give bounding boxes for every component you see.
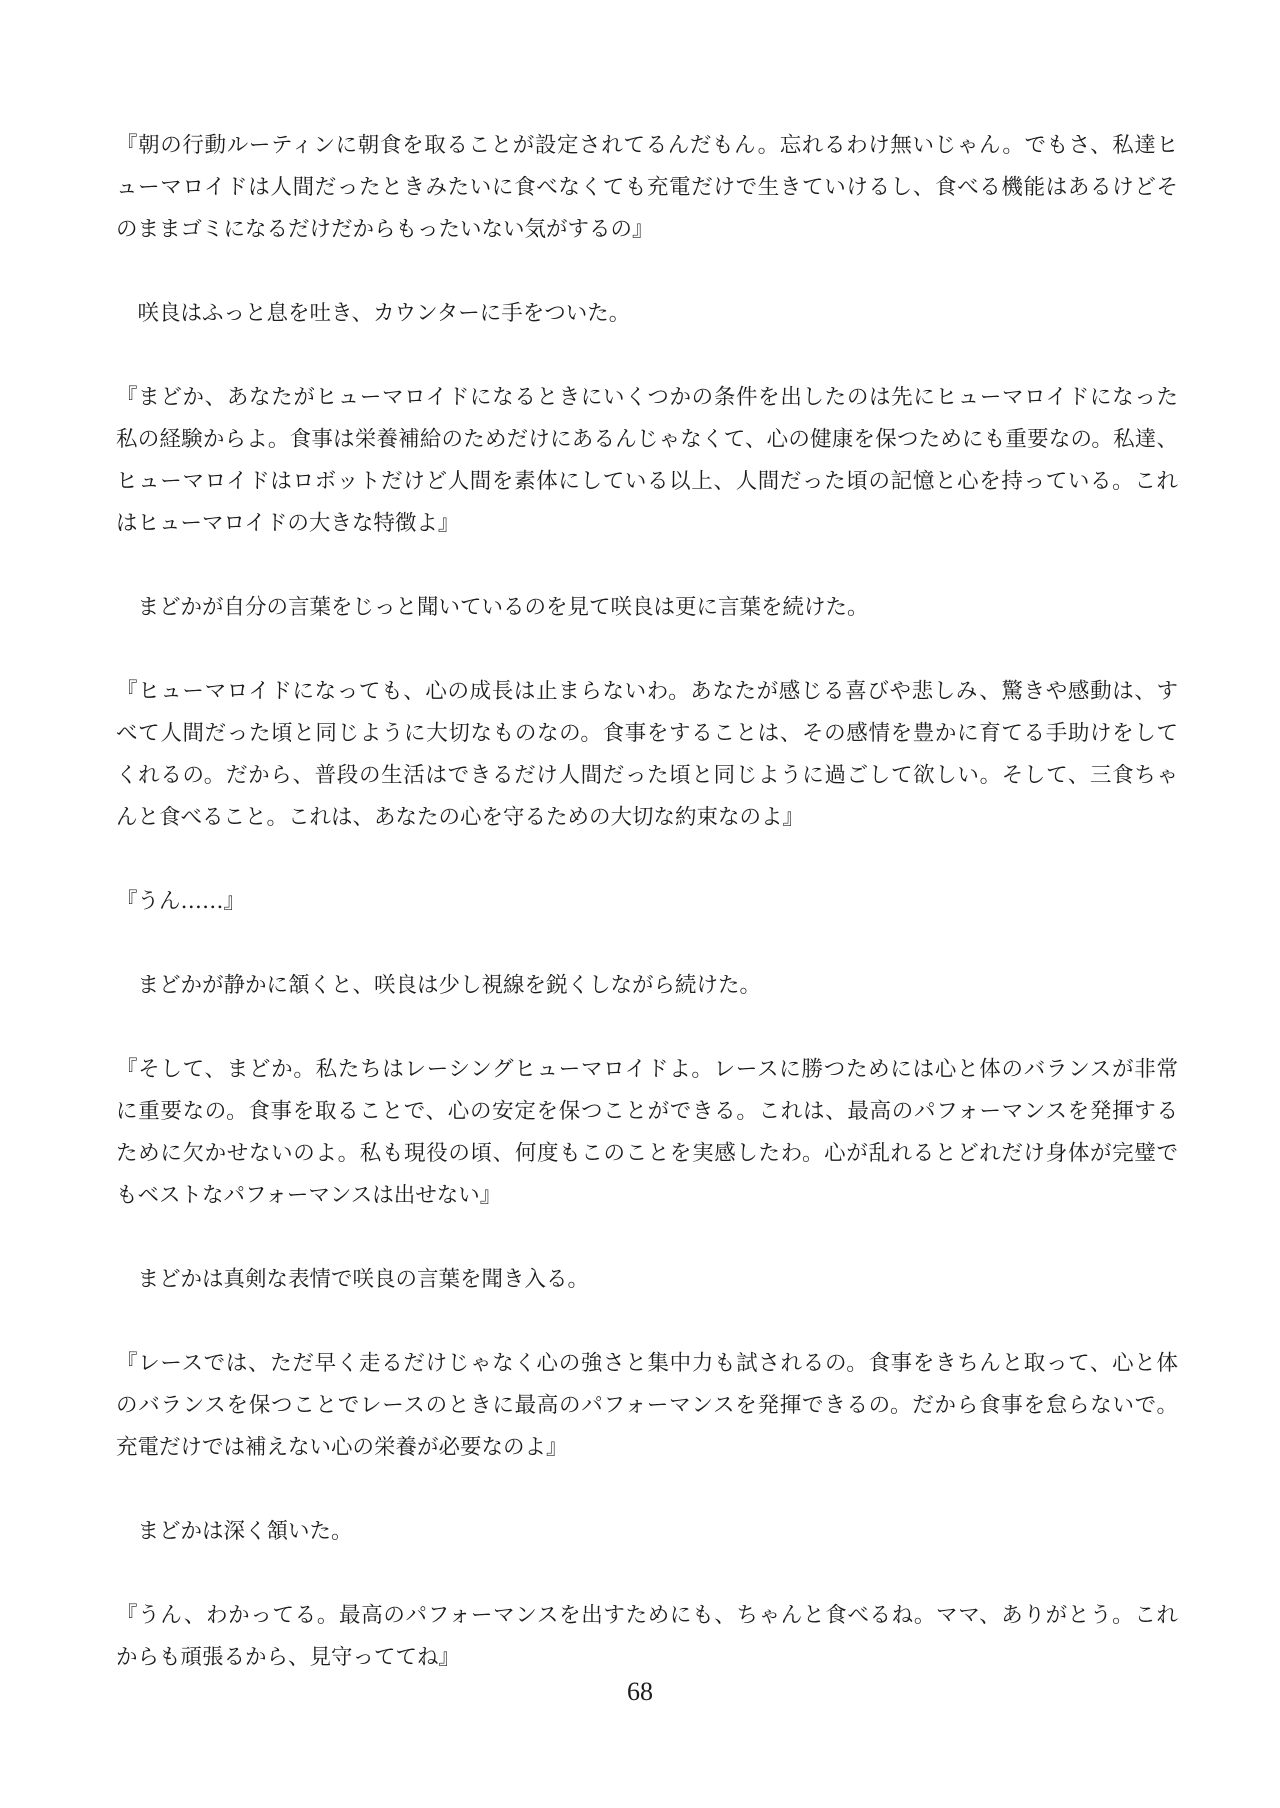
narration-paragraph [116,1259,1178,1301]
text-line: ために欠かせないのよ。私も現役の頃、何度もこのことを実感したわ。心が乱れるとどれだけ身体が完璧で [116,1141,1178,1166]
text-line: もベストなパフォーマンスは出せない』 [116,1183,502,1208]
narration-paragraph [116,1511,1178,1553]
dialogue-paragraph [116,671,1178,839]
text-line: 私の経験からよ。食事は栄養補給のためだけにあるんじゃなくて、心の健康を保つためにも重要なの。私達、 [116,427,1178,452]
dialogue-paragraph [116,1595,1178,1679]
text-line: 咲良はふっと息を吐き、カウンターに手をついた。 [116,301,631,326]
dialogue-paragraph [116,377,1178,545]
page-number: 68 [627,1677,653,1706]
text-line: 充電だけでは補えない心の栄養が必要なのよ』 [116,1435,568,1460]
text-line: くれるの。だから、普段の生活はできるだけ人間だった頃と同じように過ごして欲しい。そして、三食ちゃ [116,763,1178,788]
text-line: まどかは深く頷いた。 [116,1519,353,1544]
text-line: まどかは真剣な表情で咲良の言葉を聞き入る。 [116,1267,590,1292]
text-line: に重要なの。食事を取ることで、心の安定を保つことができる。これは、最高のパフォーマンスを発揮する [116,1099,1178,1124]
text-line: はヒューマロイドの大きな特徴よ』 [116,511,460,536]
dialogue-paragraph [116,1049,1178,1217]
text-line: 『そして、まどか。私たちはレーシングヒューマロイドよ。レースに勝つためには心と体のバランスが非常 [116,1057,1178,1082]
dialogue-paragraph [116,881,1178,923]
body-text [116,125,1178,1679]
text-line: のままゴミになるだけだからもったいない気がするの』 [116,217,654,242]
dialogue-paragraph [116,125,1178,251]
text-line: のバランスを保つことでレースのときに最高のパフォーマンスを発揮できるの。だから食事を怠らないで。 [116,1393,1178,1418]
narration-paragraph [116,965,1178,1007]
text-line: 『うん、わかってる。最高のパフォーマンスを出すためにも、ちゃんと食べるね。ママ、ありがとう。これ [116,1603,1178,1628]
text-line: 『レースでは、ただ早く走るだけじゃなく心の強さと集中力も試されるの。食事をきちんと取って、心と体 [116,1351,1178,1376]
narration-paragraph [116,587,1178,629]
text-line: からも頑張るから、見守っててね』 [116,1645,461,1670]
dialogue-paragraph [116,1343,1178,1469]
text-line: ヒューマロイドはロボットだけど人間を素体にしている以上、人間だった頃の記憶と心を持っている。これ [116,469,1178,494]
text-line: 『まどか、あなたがヒューマロイドになるときにいくつかの条件を出したのは先にヒューマロイドになった [116,385,1178,410]
text-line: 『ヒューマロイドになっても、心の成長は止まらないわ。あなたが感じる喜びや悲しみ、驚きや感動は、す [116,679,1178,704]
text-line: んと食べること。これは、あなたの心を守るための大切な約束なのよ』 [116,805,805,830]
text-line: まどかが静かに頷くと、咲良は少し視線を鋭くしながら続けた。 [116,973,762,998]
text-line: 『うん……』 [116,889,246,914]
text-line: まどかが自分の言葉をじっと聞いているのを見て咲良は更に言葉を続けた。 [116,595,869,620]
narration-paragraph [116,293,1178,335]
text-line: 『朝の行動ルーティンに朝食を取ることが設定されてるんだもん。忘れるわけ無いじゃん。でもさ、私達ヒ [116,133,1178,158]
text-line: ューマロイドは人間だったときみたいに食べなくても充電だけで生きていけるし、食べる機能はあるけどそ [116,175,1178,200]
text-line: べて人間だった頃と同じように大切なものなの。食事をすることは、その感情を豊かに育てる手助けをして [116,721,1178,746]
